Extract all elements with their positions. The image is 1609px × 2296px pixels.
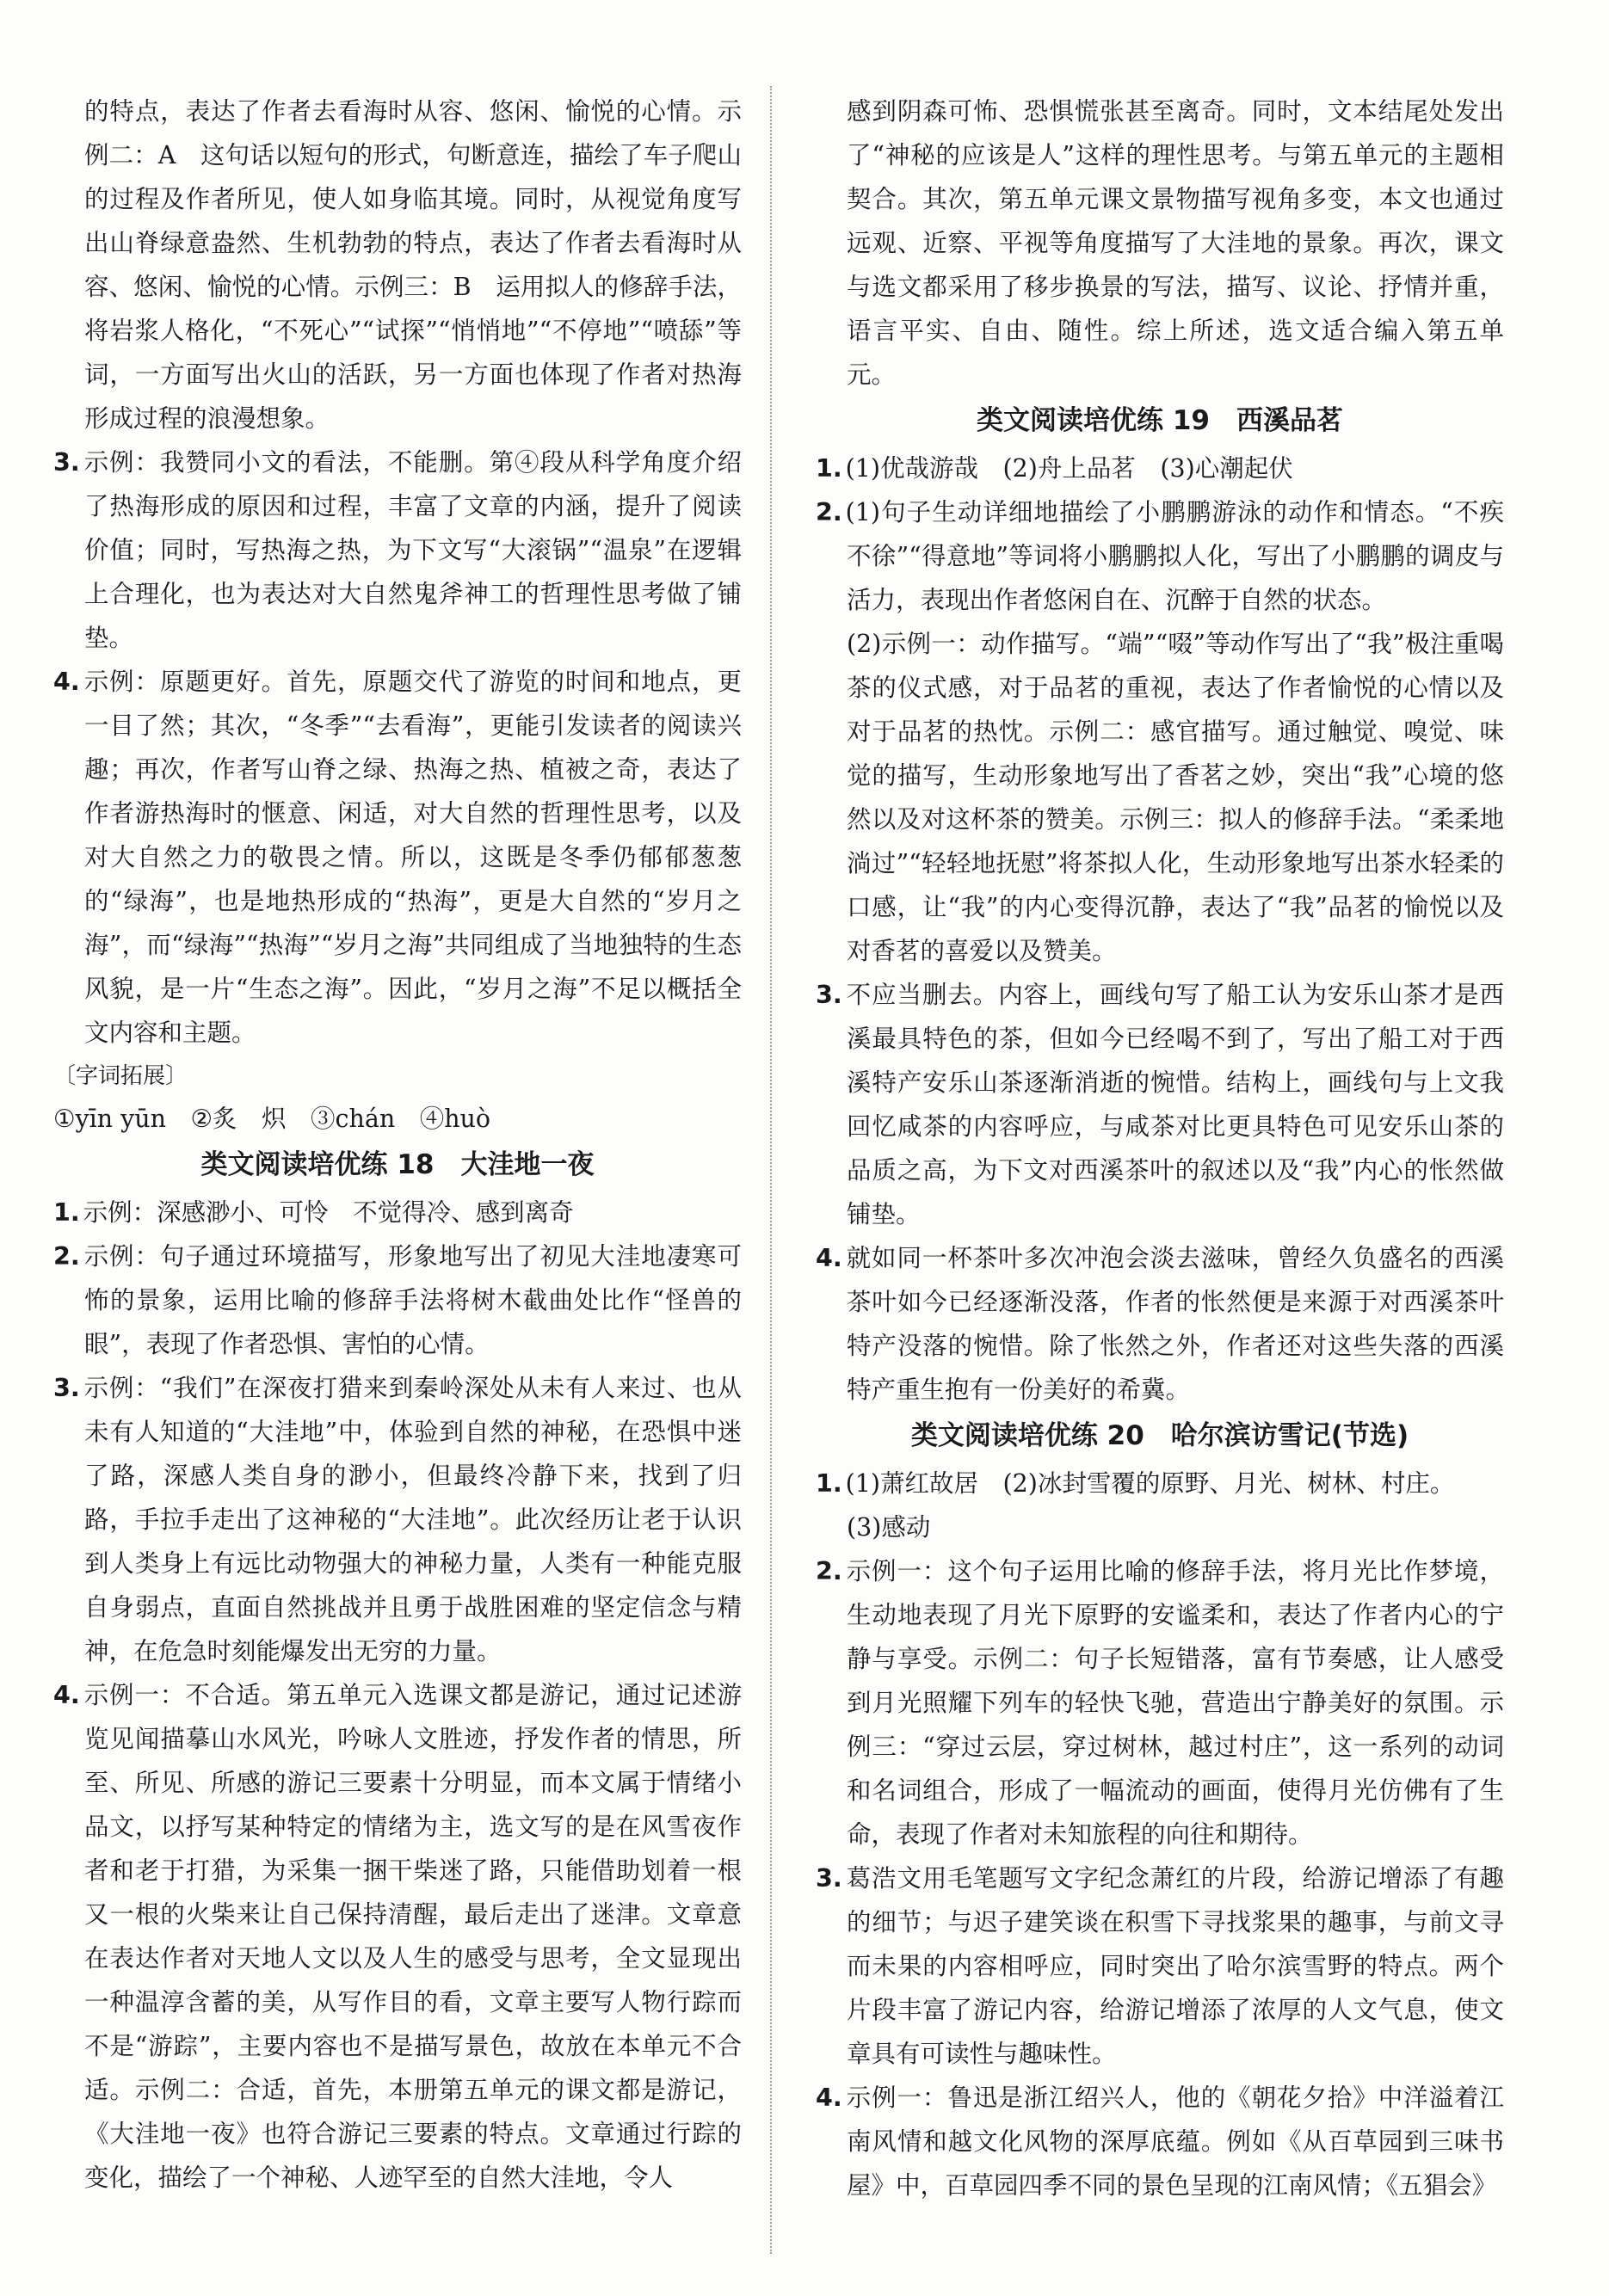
answer-19-1 bbox=[816, 446, 1504, 490]
section-heading-19: 类文阅读培优练 19 西溪品茗 bbox=[977, 405, 1343, 436]
answer-20-4 bbox=[816, 2076, 1504, 2207]
answer-20-1-part2: (3)感动 bbox=[847, 1513, 931, 1542]
answer-text: (1)句子生动详细地描绘了小鹏鹏游泳的动作和情态。“不疾不徐”“得意地”等词将小鹏鹏拟人化，写出了小鹏鹏的调皮与活力，表现出作者悠闲自在、沉醉于自然的状态。 bbox=[845, 498, 1504, 614]
answer-number: 3. bbox=[816, 981, 842, 1009]
continued-answer: 的特点，表达了作者去看海时从容、悠闲、愉悦的心情。示例二：A 这句话以短句的形式，句断意连，描绘了车子爬山的过程及作者所见，使人如身临其境。同时，从视觉角度写出山脊绿意盎然、生机勃勃的特点，表达了作者去看海时从容、悠闲、愉悦的心情。示例三：B 运用拟人的修辞手法，将岩浆人格化，“不死心”“试探”“悄悄地”“不停地”“喷舔”等词，一方面写出火山的活跃，另一方面也体现了作者对热海形成过程的浪漫想象。 bbox=[84, 97, 742, 433]
answer-19-2 bbox=[816, 490, 1504, 622]
answer-text: 示例一：不合适。第五单元入选课文都是游记，通过记述游览见闻描摹山水风光，吟咏人文胜迹，抒发作者的情思，所至、所见、所感的游记三要素十分明显，而本文属于情绪小品文，以抒写某种特定的情绪为主，选文写的是在风雪夜作者和老于打猎，为采集一捆干柴迷了路，只能借助划着一根又一根的火柴来让自己保持清醒，最后走出了迷津。文章意在表达作者对天地人文以及人生的感受与思考，全文显现出一种温淳含蓄的美，从写作目的看，文章主要写人物行踪而不是“游踪”，主要内容也不是描写景色，故放在本单元不合适。示例二：合适，首先，本册第五单元的课文都是游记，《大洼地一夜》也符合游记三要素的特点。文章通过行踪的变化，描绘了一个神秘、人迹罕至的自然大洼地，令人 bbox=[83, 1681, 742, 2192]
answer-18-1 bbox=[53, 1191, 742, 1234]
answer-text: (1)萧红故居 (2)冰封雪覆的原野、月光、树林、村庄。 bbox=[845, 1469, 1455, 1498]
answer-19-4 bbox=[816, 1236, 1504, 1412]
answer-text: 示例：原题更好。首先，原题交代了游览的时间和地点，更一目了然；其次，“冬季”“去看海”，更能引发读者的阅读兴趣；再次，作者写山脊之绿、热海之热、植被之奇，表达了作者游热海时的惬意、闲适，对大自然的哲理性思考，以及对大自然之力的敬畏之情。所以，这既是冬季仍郁郁葱葱的“绿海”，也是地热形成的“热海”，更是大自然的“岁月之海”，而“绿海”“热海”“岁月之海”共同组成了当地独特的生态风貌，是一片“生态之海”。因此，“岁月之海”不足以概括全文内容和主题。 bbox=[83, 668, 742, 1047]
answer-number: 1. bbox=[816, 454, 842, 483]
answer-text: 示例：句子通过环境描写，形象地写出了初见大洼地凄寒可怖的景象，运用比喻的修辞手法将树木截曲处比作“怪兽的眼”，表现了作者恐惧、害怕的心情。 bbox=[83, 1242, 742, 1358]
answer-20-3 bbox=[816, 1856, 1504, 2076]
answer-number: 3. bbox=[816, 1864, 842, 1893]
section-heading-20: 类文阅读培优练 20 哈尔滨访雪记(节选) bbox=[910, 1420, 1409, 1451]
right-column bbox=[816, 89, 1504, 2207]
answer-text: 葛浩文用毛笔题写文字纪念萧红的片段，给游记增添了有趣的细节；与迟子建笑谈在积雪下寻找浆果的趣事，与前文寻而未果的内容相呼应，同时突出了哈尔滨雪野的特点。两个片段丰富了游记内容，给游记增添了浓厚的人文气息，使文章具有可读性与趣味性。 bbox=[845, 1864, 1504, 2068]
column-divider bbox=[770, 86, 772, 2254]
answer-3 bbox=[53, 440, 742, 660]
left-column bbox=[53, 89, 742, 2200]
answer-20-1 bbox=[816, 1462, 1504, 1505]
answer-number: 2. bbox=[53, 1242, 80, 1271]
answer-text: 示例：“我们”在深夜打猎来到秦岭深处从未有人来过、也从未有人知道的“大洼地”中，体验到自然的神秘，在恐惧中迷了路，深感人类自身的渺小，但最终冷静下来，找到了归路，手拉手走出了这神秘的“大洼地”。此次经历让老于认识到人类身上有远比动物强大的神秘力量，人类有一种能克服自身弱点，直面自然挑战并且勇于战胜困难的坚定信念与精神，在危急时刻能爆发出无穷的力量。 bbox=[83, 1374, 742, 1665]
answer-4 bbox=[53, 660, 742, 1055]
answer-19-2-part2: (2)示例一：动作描写。“端”“啜”等动作写出了“我”极注重喝茶的仪式感，对于品茗的重视，表达了作者愉悦的心情以及对于品茗的热忱。示例二：感官描写。通过触觉、嗅觉、味觉的描写，生动形象地写出了香茗之妙，突出“我”心境的悠然以及对这杯茶的赞美。示例三：拟人的修辞手法。“柔柔地淌过”“轻轻地抚慰”将茶拟人化，生动形象地写出茶水轻柔的口感，让“我”的内心变得沉静，表达了“我”品茗的愉悦以及对香茗的喜爱以及赞美。 bbox=[847, 630, 1504, 965]
answer-18-3 bbox=[53, 1366, 742, 1673]
answer-20-2 bbox=[816, 1549, 1504, 1856]
answer-18-4 bbox=[53, 1673, 742, 2200]
section-heading-18: 类文阅读培优练 18 大洼地一夜 bbox=[200, 1149, 595, 1180]
answer-number: 4. bbox=[816, 2084, 842, 2112]
answer-number: 1. bbox=[816, 1469, 842, 1498]
answer-text: 示例一：这个句子运用比喻的修辞手法，将月光比作梦境，生动地表现了月光下原野的安谧柔和，表达了作者内心的宁静与享受。示例二：句子长短错落，富有节奏感，让人感受到月光照耀下列车的轻快飞驰，营造出宁静美好的氛围。示例三：“穿过云层，穿过树林，越过村庄”，这一系列的动词和名词组合，形成了一幅流动的画面，使得月光仿佛有了生命，表现了作者对未知旅程的向往和期待。 bbox=[845, 1557, 1504, 1849]
answer-number: 4. bbox=[53, 1681, 80, 1709]
word-extension-label: 〔字词拓展〕 bbox=[53, 1063, 188, 1089]
word-extension-answers: ①yīn yūn ②炙 炽 ③chán ④huò bbox=[53, 1105, 491, 1133]
answer-text: 就如同一杯茶叶多次冲泡会淡去滋味，曾经久负盛名的西溪茶叶如今已经逐渐没落，作者的怅然便是来源于对西溪茶叶特产没落的惋惜。除了怅然之外，作者还对这些失落的西溪特产重生抱有一份美好的希冀。 bbox=[845, 1244, 1504, 1404]
answer-number: 4. bbox=[53, 668, 80, 696]
answer-text: 示例：深感渺小、可怜 不觉得冷、感到离奇 bbox=[83, 1198, 574, 1227]
answer-number: 3. bbox=[53, 448, 80, 477]
answer-number: 3. bbox=[53, 1374, 80, 1402]
answer-19-3 bbox=[816, 973, 1504, 1236]
continued-answer: 感到阴森可怖、恐惧慌张甚至离奇。同时，文本结尾处发出了“神秘的应该是人”这样的理性思考。与第五单元的主题相契合。其次，第五单元课文景物描写视角多变，本文也通过远观、近察、平视等角度描写了大洼地的景象。再次，课文与选文都采用了移步换景的写法，描写、议论、抒情并重，语言平实、自由、随性。综上所述，选文适合编入第五单元。 bbox=[847, 97, 1504, 389]
answer-text: 示例：我赞同小文的看法，不能删。第④段从科学角度介绍了热海形成的原因和过程，丰富了文章的内涵，提升了阅读价值；同时，写热海之热，为下文写“大滚锅”“温泉”在逻辑上合理化，也为表达对大自然鬼斧神工的哲理性思考做了铺垫。 bbox=[83, 448, 742, 652]
answer-number: 1. bbox=[53, 1198, 80, 1227]
answer-text: 不应当删去。内容上，画线句写了船工认为安乐山茶才是西溪最具特色的茶，但如今已经喝不到了，写出了船工对于西溪特产安乐山茶逐渐消逝的惋惜。结构上，画线句与上文我回忆咸茶的内容呼应，与咸茶对比更具特色可见安乐山茶的品质之高，为下文对西溪茶叶的叙述以及“我”内心的怅然做铺垫。 bbox=[845, 981, 1504, 1228]
answer-text: (1)优哉游哉 (2)舟上品茗 (3)心潮起伏 bbox=[845, 454, 1293, 483]
answer-number: 2. bbox=[816, 498, 842, 526]
answer-text: 示例一：鲁迅是浙江绍兴人，他的《朝花夕拾》中洋溢着江南风情和越文化风物的深厚底蕴。例如《从百草园到三味书屋》中，百草园四季不同的景色呈现的江南风情；《五猖会》 bbox=[845, 2084, 1504, 2200]
answer-number: 2. bbox=[816, 1557, 842, 1585]
answer-18-2 bbox=[53, 1234, 742, 1366]
answer-number: 4. bbox=[816, 1244, 842, 1272]
